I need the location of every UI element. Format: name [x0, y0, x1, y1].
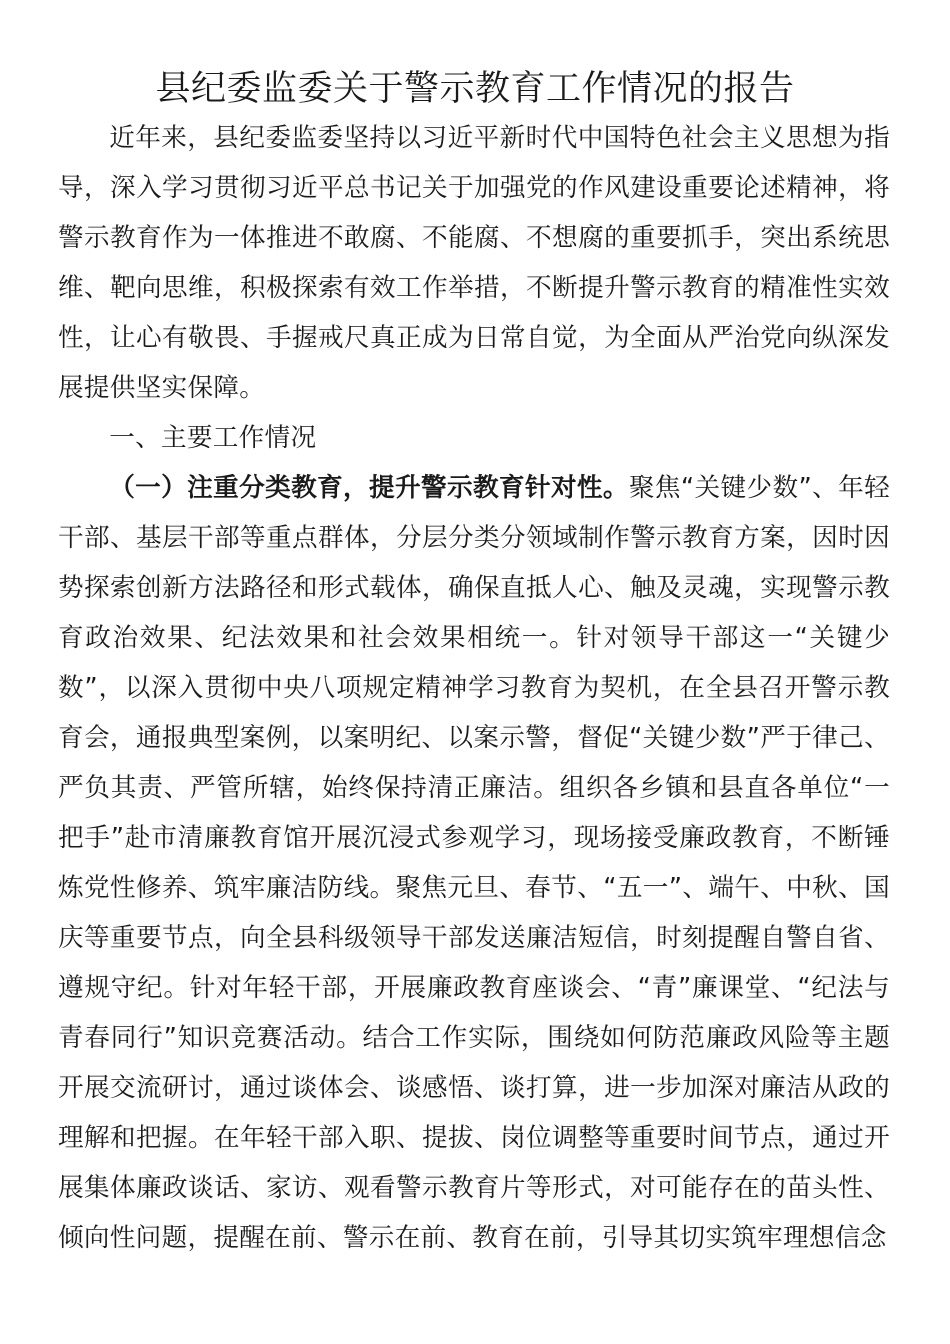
subsection-body: 聚焦“关键少数”、年轻干部、基层干部等重点群体，分层分类分领域制作警示教育方案，因时因势探索创新方法路径和形式载体，确保直抵人心、触及灵魂，实现警示教育政治效果、纪法效果和社会效果相统一。针对领导干部这一“关键少数”，以深入贯彻中央八项规定精神学习教育为契机，在全县召开警示教育会，通报典型案例，以案明纪、以案示警，督促“关键少数”严于律己、严负其责、严管所辖，始终保持清正廉洁。组织各乡镇和县直各单位“一把手”赴市清廉教育馆开展沉浸式参观学习，现场接受廉政教育，不断锤炼党性修养、筑牢廉洁防线。聚焦元旦、春节、“五一”、端午、中秋、国庆等重要节点，向全县科级领导干部发送廉洁短信，时刻提醒自警自省、遵规守纪。针对年轻干部，开展廉政教育座谈会、“青”廉课堂、“纪法与青春同行”知识竞赛活动。结合工作实际，围绕如何防范廉政风险等主题开展交流研讨，通过谈体会、谈感悟、谈打算，进一步加深对廉洁从政的理解和把握。在年轻干部入职、提拔、岗位调整等重要时间节点，通过开展集体廉政谈话、家访、观看警示教育片等形式，对可能存在的苗头性、倾向性问题，提醒在前、警示在前、教育在前，引导其切实筑牢理想信念	[58, 473, 890, 1253]
intro-paragraph: 近年来，县纪委监委坚持以习近平新时代中国特色社会主义思想为指导，深入学习贯彻习近平总书记关于加强党的作风建设重要论述精神，将警示教育作为一体推进不敢腐、不能腐、不想腐的重要抓手，突出系统思维、靶向思维，积极探索有效工作举措，不断提升警示教育的精准性实效性，让心有敬畏、手握戒尺真正成为日常自觉，为全面从严治党向纵深发展提供坚实保障。	[58, 123, 890, 403]
subsection-heading: （一）注重分类教育，提升警示教育针对性。	[109, 473, 629, 503]
subsection-paragraph	[58, 463, 890, 1263]
document-body	[58, 113, 890, 1263]
document-title: 县纪委监委关于警示教育工作情况的报告	[155, 69, 795, 109]
section-heading: 一、主要工作情况	[109, 423, 317, 453]
